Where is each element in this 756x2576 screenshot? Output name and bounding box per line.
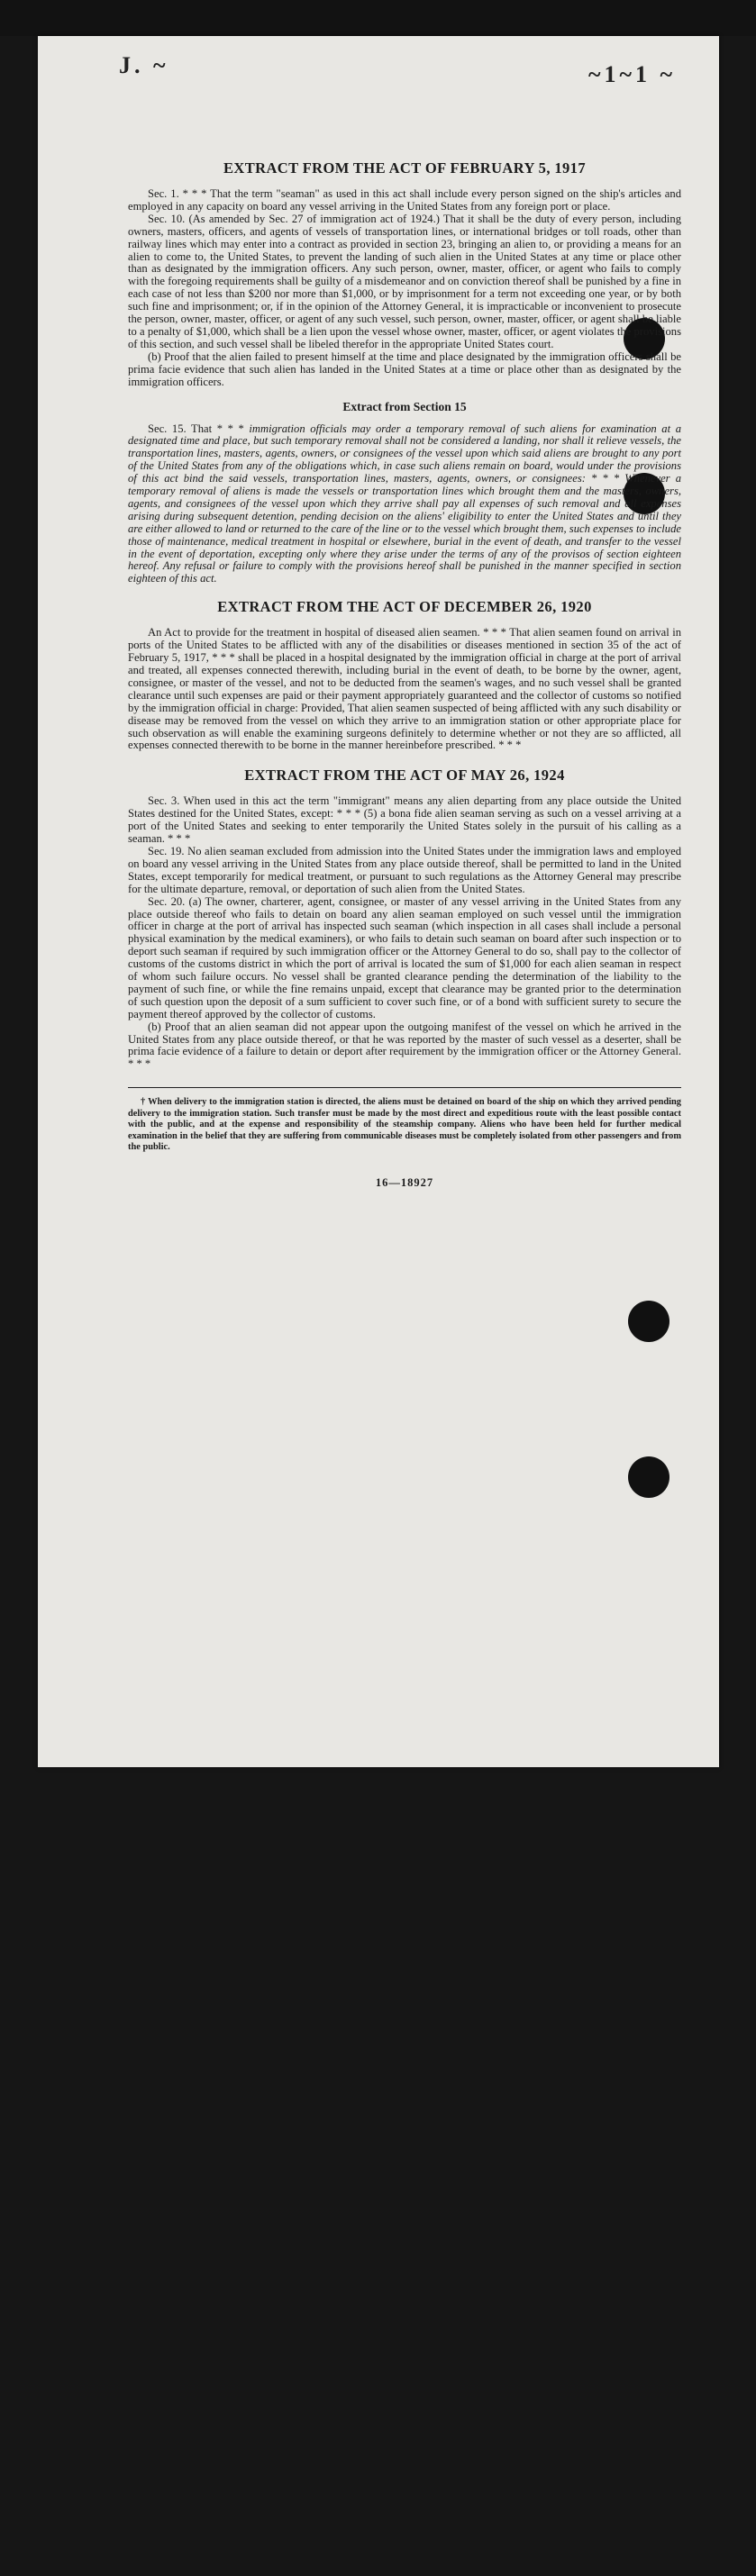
- document-page: [38, 36, 719, 1767]
- act-1924-heading: EXTRACT FROM THE ACT OF MAY 26, 1924: [244, 766, 565, 785]
- paragraph-sec-20-b: (b) Proof that an alien seaman did not appear upon the outgoing manifest of the vessel on which he arrived in the United States from any place outside thereof, or that he was reported by the master of such vessel as a deserter, shall be prima facie evidence of a failure to detain or deport after requirement by the immigration officer or the Attorney General. * * *: [128, 1020, 681, 1071]
- paragraph-act-1920: An Act to provide for the treatment in hospital of diseased alien seamen. * * * That alien seamen found on arrival in ports of the United States to be afflicted with any of the disabilities or diseases mentioned in section 35 of the act of February 5, 1917, * * * shall be placed in a hospital designated by the immigration official in charge at the port of arrival and treated, all expenses connected therewith, including burial in the event of death, to be borne by the owner, agent, consignee, or master of the vessel, and not to be deducted from the seamen's wages, and no such vessel shall be granted clearance until such expenses are paid or their payment appropriately guaranteed and the collector of customs so notified by the immigration official in charge: Provided, That alien seamen suspected of being afflicted with any such disability or disease may be removed from the vessel on which they arrive to an immigration station or other appropriate place for such observation as will enable the examining surgeons definitely to determine whether or not they are so afflicted, all expenses connected therewith to be borne in the manner hereinbefore prescribed. * * *: [128, 626, 681, 752]
- punch-hole-3: [628, 1301, 669, 1342]
- document-body: [128, 159, 681, 1190]
- paragraph-sec-20-a: Sec. 20. (a) The owner, charterer, agent, consignee, or master of any vessel arriving in the United States from any place outside thereof who fails to detain on board any alien seaman employed on such vessel until the immigration officer in charge at the port of arrival has inspected such seaman (which inspection in all cases shall include a personal physical examination by the medical examiners), or who fails to detain such seaman on board after such inspection or to deport such seaman if required by such immigration officer or the Attorney General to do so, shall pay to the collector of customs of the customs district in which the port of arrival is located the sum of $1,000 for each alien seaman in respect of whom such failure occurs. No vessel shall be granted clearance pending the determination of the liability to the payment of such fine, or while the fine remains unpaid, except that clearance may be granted prior to the determination of such question upon the deposit of a sum sufficient to cover such fine, or of a bond with sufficient surety to secure the payment thereof approved by the collector of customs.: [128, 894, 681, 1020]
- paragraph-sec-1: Sec. 1. * * * That the term "seaman" as used in this act shall include every person signed on the ship's articles and employed in any capacity on board any vessel arriving in the United States from any foreign port or place.: [128, 187, 681, 213]
- footnote-divider: [128, 1087, 681, 1088]
- corner-handwriting-left: J. ~: [119, 52, 169, 78]
- punch-hole-4: [628, 1456, 669, 1498]
- sec-15-lead: Sec. 15. That * * *: [148, 422, 250, 435]
- paragraph-sec-3: Sec. 3. When used in this act the term "immigrant" means any alien departing from any place outside the United States destined for the United States, except: * * * (5) a bona fide alien seaman serving as such on a vessel arriving at a port of the United States and seeking to enter temporarily the United States solely in the pursuit of his calling as a seaman. * * *: [128, 794, 681, 846]
- section-15-heading: Extract from Section 15: [342, 399, 467, 413]
- act-1917-heading: EXTRACT FROM THE ACT OF FEBRUARY 5, 1917: [223, 159, 586, 177]
- act-1920-heading: EXTRACT FROM THE ACT OF DECEMBER 26, 1920: [217, 598, 592, 616]
- sec-15-italic-text: immigration officials may order a temporary removal of such aliens for examination at a designated time and place, but such temporary removal shall not be considered a landing, nor shall it relieve vessels, the transportation lines, masters, agents, owners, or consignees of the vessel upon which said aliens are brought to any port of the United States from any of the obligations which, in case such aliens remain on board, would under the provisions of this act bind the said vessels, transportation lines, masters, agents, owners, or consignees: * * * Whenever a temporary removal of aliens is made the vessels or transportation lines which brought them and the masters, owners, agents, and consignees of the vessel upon which they arrive shall pay all expenses of such removal and all expenses arising during subsequent detention, pending decision on the aliens' eligibility to enter the United States and until they are either allowed to land or returned to the care of the line or to the vessel which brought them, such expenses to include those of maintenance, medical treatment in hospital or elsewhere, burial in the event of death, and transfer to the vessel in the event of deportation, excepting only where they arise under the terms of any of the provisos of section eighteen hereof. Any refusal or failure to comply with the provisions hereof shall be punished in the manner specified in section eighteen of this act.: [128, 422, 681, 585]
- footnote: † When delivery to the immigration station is directed, the aliens must be detained on board of the ship on which they arrived pending delivery to the immigration station. Such transfer must be made by the most direct and expeditious route with the least possible contact with the public, and at the expense and responsibility of the steamship company. Aliens who have been held for further medical examination in the belief that they are suffering from communicable diseases must be completely isolated from other passengers and from the public.: [128, 1097, 681, 1152]
- paragraph-sec-10: Sec. 10. (As amended by Sec. 27 of immigration act of 1924.) That it shall be the duty of every person, including owners, masters, officers, and agents of vessels of transportation lines, or international bridges or toll roads, other than railway lines which may enter into a contract as provided in section 23, bringing an alien to, or providing a means for an alien to come to, the United States, to prevent the landing of such alien in the United States at any time or place other than as designated by the immigration officers. Any such person, owner, master, officer, or agent who fails to comply with the foregoing requirements shall be guilty of a misdemeanor and on conviction thereof shall be punished by a fine in each case of not less than $200 nor more than $1,000, or by imprisonment for a term not exceeding one year, or by both such fine and imprisonment; or, if in the opinion of the Attorney General, it is impracticable or inconvenient to prosecute the person, owner, master, officer, or agent of any such vessel, such person, owner, master, officer, or agent shall be liable to a penalty of $1,000, which shall be a lien upon the vessel whose owner, master, officer, or agent violates the provisions of this section, and such vessel shall be libeled therefor in the appropriate United States court.: [128, 212, 681, 350]
- form-number: 16—18927: [375, 1176, 434, 1190]
- paragraph-sec-10-b: (b) Proof that the alien failed to present himself at the time and place designated by the immigration officers shall be prima facie evidence that such alien has landed in the United States at a time or place other than as designated by the immigration officers.: [128, 349, 681, 388]
- paragraph-sec-19: Sec. 19. No alien seaman excluded from admission into the United States under the immigration laws and employed on board any vessel arriving in the United States from any place outside thereof, shall be permitted to land in the United States, except temporarily for medical treatment, or pursuant to such regulations as the Attorney General may prescribe for the ultimate departure, removal, or deportation of such alien from the United States.: [128, 844, 681, 895]
- corner-handwriting-right: ~1~1 ~: [587, 61, 676, 87]
- paragraph-sec-15: [128, 423, 681, 586]
- scan-background: [0, 0, 756, 36]
